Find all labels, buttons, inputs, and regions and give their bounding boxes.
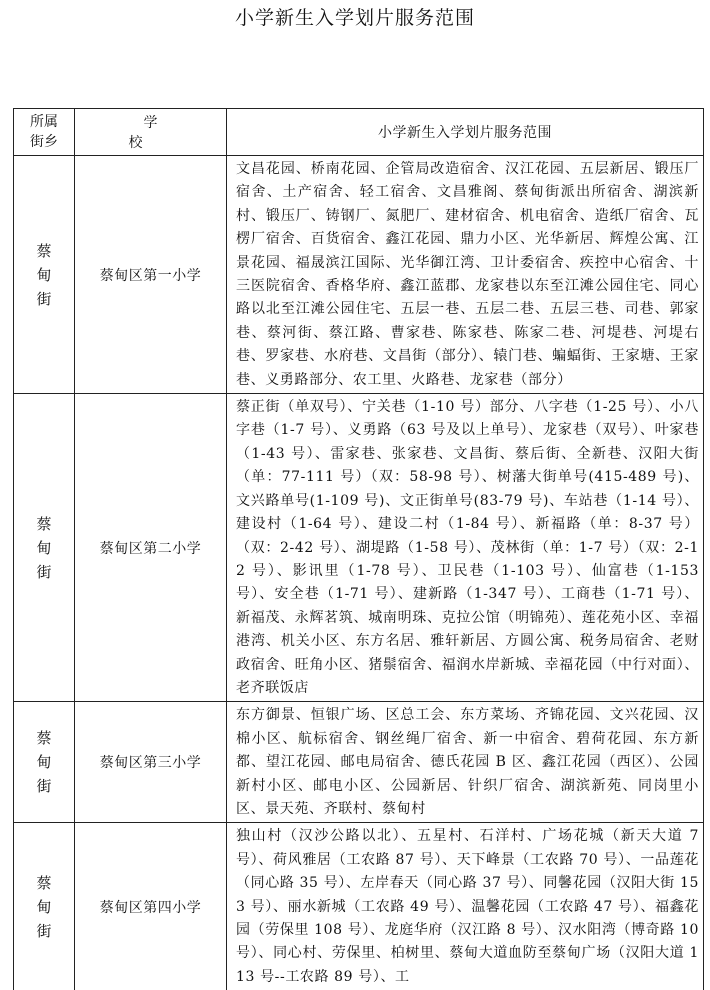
table-row xyxy=(14,702,704,823)
table-row xyxy=(14,156,704,394)
range-cell: 文昌花园、桥南花园、企管局改造宿舍、汉江花园、五层新居、锻压厂宿舍、土产宿舍、轻工宿舍、文昌雅阁、蔡甸街派出所宿舍、湖滨新村、锻压厂、铸钢厂、氮肥厂、建材宿舍、机电宿舍、造纸厂宿舍、瓦楞厂宿舍、百货宿舍、鑫江花园、鼎力小区、光华新居、辉煌公寓、江景花园、福晟滨江国际、光华御江湾、卫计委宿舍、疾控中心宿舍、十三医院宿舍、香格华府、鑫江蓝郡、龙家巷以东至江滩公园住宅、同心路以北至江滩公园住宅、五层一巷、五层二巷、五层三巷、司巷、郭家巷、蔡河街、蔡江路、曹家巷、陈家巷、陈家二巷、河堤巷、河堤右巷、罗家巷、水府巷、文昌街（部分）、辕门巷、蝙蝠街、王家塘、王家巷、义勇路部分、农工里、火路巷、龙家巷（部分） xyxy=(227,156,704,394)
range-cell: 东方御景、恒银广场、区总工会、东方菜场、齐锦花园、文兴花园、汉棉小区、航标宿舍、钢丝绳厂宿舍、新一中宿舍、碧荷花园、东方新都、望江花园、邮电局宿舍、德氏花园 B 区、鑫江花园（西区）、公园新村小区、邮电小区、公园新居、针织厂宿舍、湖滨新苑、同岗里小区、景天苑、齐联村、蔡甸村 xyxy=(227,702,704,823)
range-cell: 蔡正街（单双号）、宁关巷（1-10 号）部分、八字巷（1-25 号）、小八字巷（1-7 号）、义勇路（63 号及以上单号）、龙家巷（双号）、叶家巷（1-43 号）、雷家巷、张家巷、文昌街、蔡后街、全新巷、汉阳大街（单：77-111 号）（双：58-98 号）、树藩大街单号(415-489 号)、文兴路单号(1-109 号)、文正街单号(83-79 号)、车站巷（1-14 号）、建设村（1-64 号）、建设二村（1-84 号）、新福路（单：8-37 号）（双：2-42 号）、湖堤路（1-58 号）、茂林街（单：1-7 号）（双：2-12 号）、影讯里（1-78 号）、卫民巷（1-103 号）、仙富巷（1-153 号）、安全巷（1-71 号）、建新路（1-347 号）、工商巷（1-71 号）、新福茂、永辉茗筑、城南明珠、克拉公馆（明锦苑）、莲花苑小区、幸福港湾、机关小区、东方名居、雅轩新居、方圆公寓、税务局宿舍、老财政宿舍、旺角小区、猪鬃宿舍、福润水岸新城、幸福花园（中行对面）、老齐联饭店 xyxy=(227,394,704,702)
street-cell: 蔡甸街 xyxy=(14,702,75,823)
school-cell: 蔡甸区第三小学 xyxy=(75,702,227,823)
street-cell: 蔡甸街 xyxy=(14,156,75,394)
table-row xyxy=(14,823,704,990)
table-row xyxy=(14,394,704,702)
street-cell: 蔡甸街 xyxy=(14,394,75,702)
header-range: 小学新生入学划片服务范围 xyxy=(227,109,704,156)
header-school: 学 校 xyxy=(75,109,227,156)
school-cell: 蔡甸区第一小学 xyxy=(75,156,227,394)
range-cell: 独山村（汉沙公路以北）、五星村、石洋村、广场花城（新天大道 7 号）、荷风雅居（工农路 87 号）、天下峰景（工农路 70 号）、一品莲花（同心路 35 号）、左岸春天（同心路 37 号）、同馨花园（汉阳大街 153 号）、丽水新城（工农路 49 号）、温馨花园（工农路 47 号）、福鑫花园（劳保里 108 号）、龙庭华府（汉江路 8 号）、汉水阳湾（博奇路 10 号）、同心村、劳保里、柏树里、蔡甸大道血防至蔡甸广场（汉阳大道 113 号--工农路 89 号）、工 xyxy=(227,823,704,990)
school-cell: 蔡甸区第四小学 xyxy=(75,823,227,990)
enrollment-range-table xyxy=(13,108,704,990)
street-cell: 蔡甸街 xyxy=(14,823,75,990)
table-header-row xyxy=(14,109,704,156)
header-street: 所属街乡 xyxy=(14,109,75,156)
school-cell: 蔡甸区第二小学 xyxy=(75,394,227,702)
document-title: 小学新生入学划片服务范围 xyxy=(234,7,475,29)
